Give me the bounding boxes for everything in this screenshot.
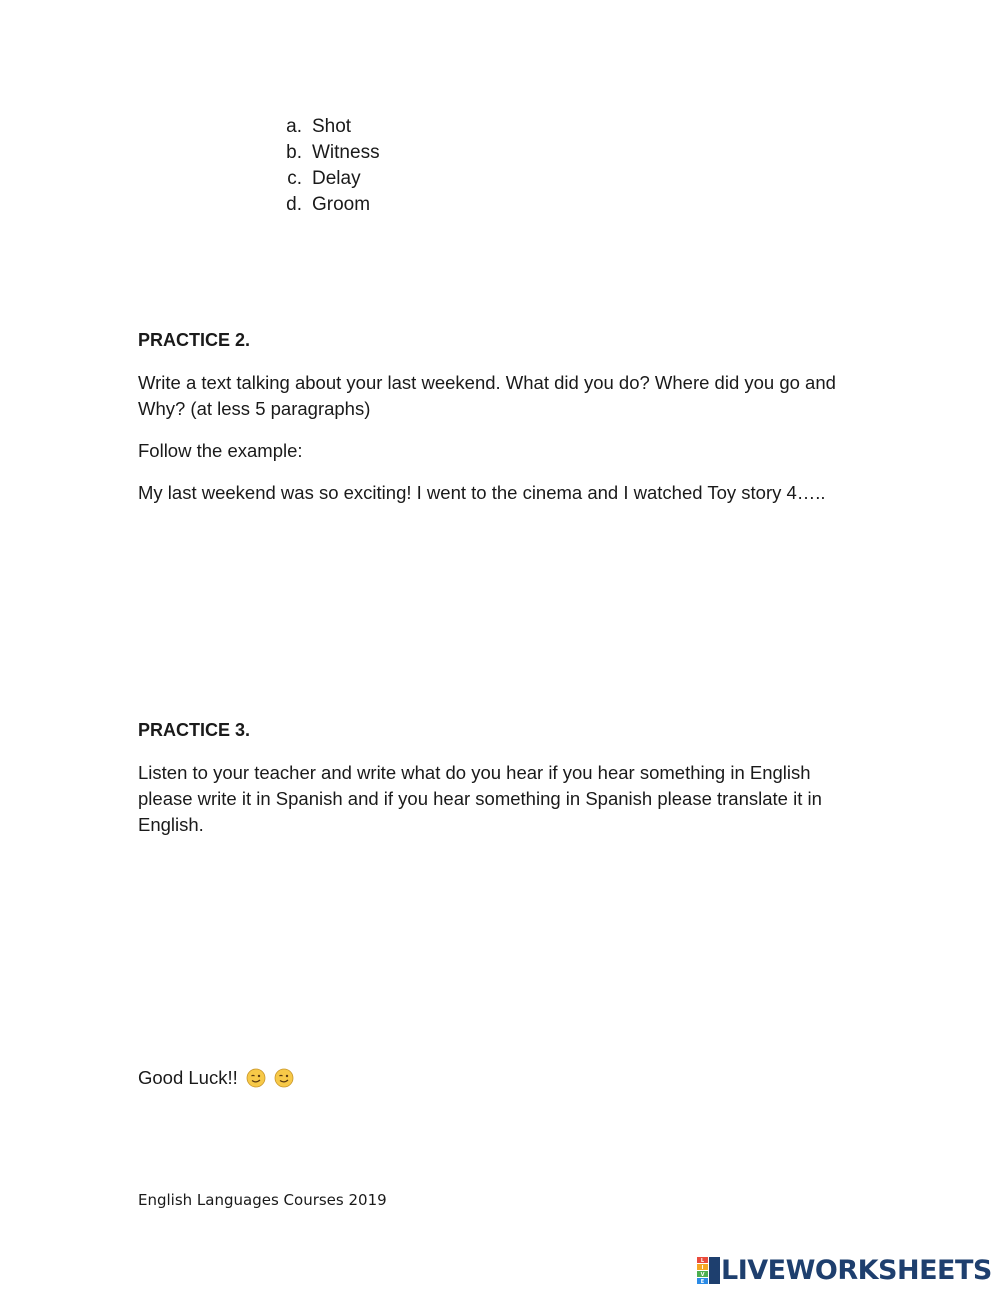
practice-3-heading: PRACTICE 3. <box>138 720 251 740</box>
option-d-text: Groom <box>312 194 371 215</box>
logo-letter-i: I <box>701 1264 704 1271</box>
option-a: a. Shot <box>286 116 352 137</box>
practice-2-example: My last weekend was so exciting! I went to the cinema and I watched Toy story 4….. <box>138 482 826 503</box>
option-c: c. Delay <box>287 168 361 189</box>
logo-letter-l: L <box>700 1257 705 1264</box>
closing-text: Good Luck!! <box>138 1067 238 1088</box>
option-a-text: Shot <box>312 116 352 137</box>
practice-3-instruction: Listen to your teacher and write what do you hear if you hear something in English please write it in Spanish and if you hear something in Spanish please translate it in English. <box>138 762 822 835</box>
option-b: b. Witness <box>286 142 380 163</box>
winking-face-icon <box>274 1068 294 1088</box>
practice-2-heading: PRACTICE 2. <box>138 330 251 350</box>
practice-2-instruction: Write a text talking about your last weekend. What did you do? Where did you go and Why? (at less 5 paragraphs) <box>138 372 836 419</box>
closing-line <box>138 1067 294 1089</box>
logo-letter-v: V <box>700 1271 705 1278</box>
footer-text: English Languages Courses 2019 <box>138 1191 387 1209</box>
live-blocks-icon <box>697 1257 721 1285</box>
practice-2-follow: Follow the example: <box>138 440 303 461</box>
logo-letter-e: E <box>700 1278 705 1285</box>
option-b-text: Witness <box>312 142 380 163</box>
liveworksheets-logo <box>697 1255 992 1286</box>
winking-face-icon <box>246 1068 266 1088</box>
logo-wordmark: LIVEWORKSHEETS <box>721 1255 992 1286</box>
option-d: d. Groom <box>286 194 371 215</box>
option-c-text: Delay <box>312 168 361 189</box>
